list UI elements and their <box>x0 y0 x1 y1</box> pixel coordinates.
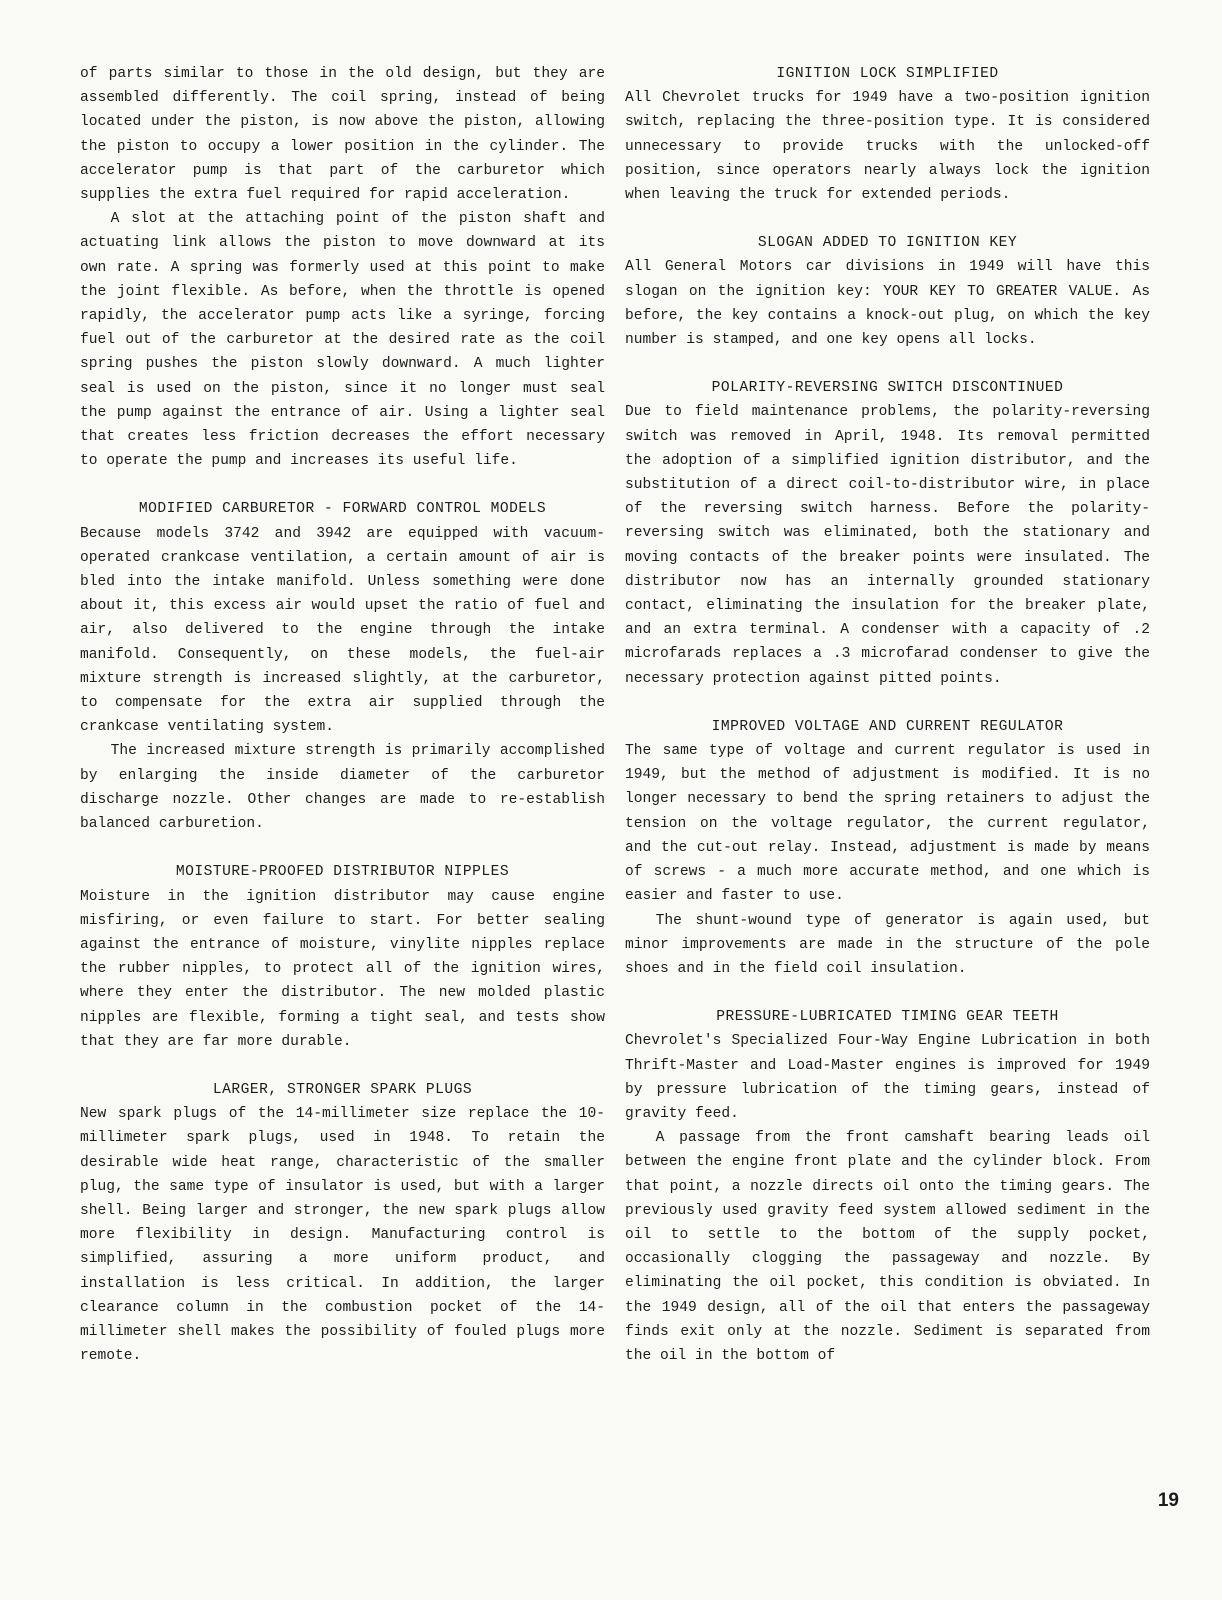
paragraph-generator: The shunt-wound type of generator is again used, but minor improvements are made in the structure of the pole shoes and in the field coil insulation. <box>625 912 1150 977</box>
page-number: 19 <box>1157 1490 1179 1511</box>
paragraph-crankcase-ventilation: Because models 3742 and 3942 are equipped with vacuum-operated crankcase ventilation, a certain amount of air is bled into the intake manifold. Unless something were done about it, this excess air would upset the ratio of fuel and air, also delivered to the engine through the intake manifold. Consequently, on these models, the fuel-air mixture strength is increased slightly, at the carburetor, to compensate for the extra air supplied through the crankcase ventilating system. <box>80 525 605 736</box>
heading-distributor-nipples: MOISTURE-PROOFED DISTRIBUTOR NIPPLES <box>175 864 510 881</box>
paragraph-accelerator-pump-continued: of parts similar to those in the old design, but they are assembled differently. The coil spring, instead of being located under the piston, is now above the piston, allowing the piston to occupy a lower position in the cylinder. The accelerator pump is that part of the carburetor which supplies the extra fuel required for rapid acceleration. <box>80 66 605 204</box>
paragraph-regulator-adjustment: The same type of voltage and current regulator is used in 1949, but the method of adjustment is modified. It is no longer necessary to bend the spring retainers to adjust the tension on the voltage regulator, the current regulator, and the cut-out relay. Instead, adjustment is made by means of screws - a much more accurate method, and one which is easier and faster to use. <box>625 743 1150 905</box>
heading-polarity-switch: POLARITY-REVERSING SWITCH DISCONTINUED <box>711 380 1064 397</box>
heading-ignition-lock: IGNITION LOCK SIMPLIFIED <box>776 66 999 82</box>
paragraph-piston-slot: A slot at the attaching point of the piston shaft and actuating link allows the piston to move downward at its own rate. A spring was formerly used at this point to make the joint flexible. As before, when the throttle is opened rapidly, the accelerator pump acts like a syringe, forcing fuel out of the carburetor at the desired rate as the coil spring pushes the piston slowly downward. A much lighter seal is used on the piston, since it no longer must seal the pump against the entrance of air. Using a lighter seal that creates less friction decreases the effort necessary to operate the pump and increases its useful life. <box>80 211 605 470</box>
left-column <box>80 62 605 1368</box>
heading-ignition-key-slogan: SLOGAN ADDED TO IGNITION KEY <box>757 235 1018 252</box>
paragraph-four-way-lubrication: Chevrolet's Specialized Four-Way Engine Lubrication in both Thrift-Master and Load-Master engines is improved for 1949 by pressure lubrication of the timing gears, instead of gravity feed. <box>625 1033 1150 1122</box>
heading-modified-carburetor: MODIFIED CARBURETOR - FORWARD CONTROL MODELS <box>138 501 547 518</box>
paragraph-oil-passage: A passage from the front camshaft bearing leads oil between the engine front plate and the cylinder block. From that point, a nozzle directs oil onto the timing gears. The previously used gravity feed system allowed sediment in the oil to settle to the bottom of the supply pocket, occasionally clogging the passageway and nozzle. By eliminating the oil pocket, this condition is obviated. In the 1949 design, all of the oil that enters the passageway finds exit only at the nozzle. Sediment is separated from the oil in the bottom of <box>625 1130 1150 1364</box>
paragraph-ignition-switch: All Chevrolet trucks for 1949 have a two-position ignition switch, replacing the three-position type. It is considered unnecessary to provide trucks with the unlocked-off position, since operators nearly always lock the ignition when leaving the truck for extended periods. <box>625 90 1150 204</box>
paragraph-polarity-switch: Due to field maintenance problems, the polarity-reversing switch was removed in April, 1948. Its removal permitted the adoption of a simplified ignition distributor, and the substitution of a direct coil-to-distributor wire, in place of the reversing switch harness. Before the polarity-reversing switch was eliminated, both the stationary and moving contacts of the breaker points were insulated. The distributor now has an internally grounded stationary contact, eliminating the insulation for the breaker plate, and an extra terminal. A condenser with a capacity of .2 microfarads replaces a .3 microfarad condenser to give the necessary protection against pitted points. <box>625 404 1150 687</box>
paragraph-mixture-strength: The increased mixture strength is primarily accomplished by enlarging the inside diameter of the carburetor discharge nozzle. Other changes are made to re-establish balanced carburetion. <box>80 743 605 833</box>
right-column <box>625 62 1150 1368</box>
heading-voltage-regulator: IMPROVED VOLTAGE AND CURRENT REGULATOR <box>711 718 1064 735</box>
paragraph-spark-plugs: New spark plugs of the 14-millimeter size replace the 10-millimeter spark plugs, used in 1948. To retain the desirable wide heat range, characteristic of the smaller plug, the same type of insulator is used, but with a larger shell. Being larger and stronger, the new spark plugs allow more flexibility in design. Manufacturing control is simplified, assuring a more uniform product, and installation is less critical. In addition, the larger clearance column in the combustion pocket of the 14-millimeter shell makes the possibility of fouled plugs more remote. <box>80 1106 605 1365</box>
paragraph-vinylite-nipples: Moisture in the ignition distributor may cause engine misfiring, or even failure to start. For better sealing against the entrance of moisture, vinylite nipples replace the rubber nipples, to protect all of the ignition wires, where they enter the distributor. The new molded plastic nipples are flexible, forming a tight seal, and tests show that they are far more durable. <box>80 888 605 1050</box>
heading-timing-gear: PRESSURE-LUBRICATED TIMING GEAR TEETH <box>716 1009 1059 1026</box>
heading-spark-plugs: LARGER, STRONGER SPARK PLUGS <box>212 1081 473 1098</box>
paragraph-key-slogan: All General Motors car divisions in 1949 will have this slogan on the ignition key: YOUR KEY TO GREATER VALUE. As before, the key contains a knock-out plug, on which the key number is stamped, and one key opens all locks. <box>625 259 1150 349</box>
